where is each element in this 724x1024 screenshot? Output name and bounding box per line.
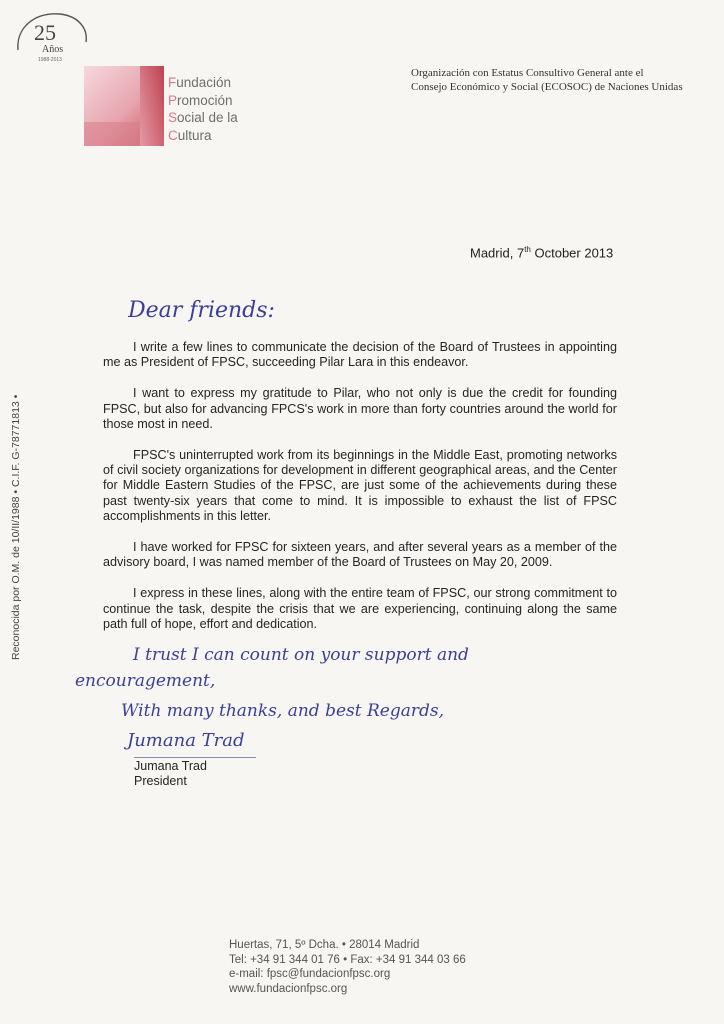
seal-word: Años	[42, 44, 64, 55]
organization-name	[168, 74, 238, 144]
consultative-status	[411, 66, 711, 94]
foundation-logo	[84, 66, 164, 146]
handwritten-line-2: encouragement,	[75, 671, 216, 691]
handwritten-salutation	[128, 289, 388, 329]
seal-years: 1988-2013	[38, 57, 62, 63]
signer-block	[134, 759, 207, 789]
registration-side-text: Reconocida por O.M. de 10/II/1988 • C.I.F. G-78771813 •	[10, 394, 22, 660]
anniversary-seal	[14, 10, 90, 70]
paragraph-4: I have worked for FPSC for sixteen years, and after several years as a member of the advisory board, I was named member of the Board of Trustees on May 20, 2009.	[103, 540, 617, 570]
footer-email: e-mail: fpsc@fundacionfpsc.org	[229, 968, 391, 981]
footer-contact	[229, 938, 466, 996]
signature-line	[134, 757, 256, 758]
paragraph-3: FPSC's uninterrupted work from its beginnings in the Middle East, promoting networks of civil society organizations for development in different geographical areas, and the Center for Middle Eastern Studies of the FPSC, are just some of the achievements during these past twenty-six years that come to mind. It is impossible to exhaust the list of FPSC accomplishments in this letter.	[103, 448, 617, 523]
footer-web: www.fundacionfpsc.org	[229, 982, 348, 995]
status-line-2: Consejo Económico y Social (ECOSOC) de Naciones Unidas	[411, 81, 683, 93]
salutation-text: Dear friends:	[128, 298, 275, 323]
handwritten-line-1: I trust I can count on your support and	[133, 645, 469, 665]
footer-address: Huertas, 71, 5º Dcha. • 28014 Madrid	[229, 939, 420, 951]
signer-name: Jumana Trad	[134, 759, 207, 773]
seal-number: 25	[34, 20, 56, 45]
handwritten-closing	[75, 640, 555, 760]
org-name-line-2: Promoción	[168, 92, 233, 108]
letter-body	[103, 340, 617, 648]
status-line-1: Organización con Estatus Consultivo General ante el	[411, 67, 644, 79]
paragraph-1: I write a few lines to communicate the decision of the Board of Trustees in appointing me as President of FPSC, succeeding Pilar Lara in this endeavor.	[103, 340, 617, 370]
signature: Jumana Trad	[127, 730, 245, 751]
paragraph-5: I express in these lines, along with the entire team of FPSC, our strong commitment to continue the task, despite the crisis that we are experiencing, continuing along the same path full of hope, effort and dedication.	[103, 586, 617, 631]
letter-date: Madrid, 7th October 2013	[470, 245, 614, 261]
handwritten-line-3: With many thanks, and best Regards,	[121, 701, 444, 721]
paragraph-2: I want to express my gratitude to Pilar, who not only is due the credit for founding FPSC, but also for advancing FPCS's work in more than forty countries around the world for those most in need.	[103, 386, 617, 431]
org-name-line-3: Social de la	[168, 110, 238, 125]
org-name-line-1: Fundación	[168, 75, 232, 90]
org-name-line-4: Cultura	[168, 127, 212, 143]
signer-title: President	[134, 774, 187, 788]
footer-phone: Tel: +34 91 344 01 76 • Fax: +34 91 344 03 66	[229, 953, 466, 966]
